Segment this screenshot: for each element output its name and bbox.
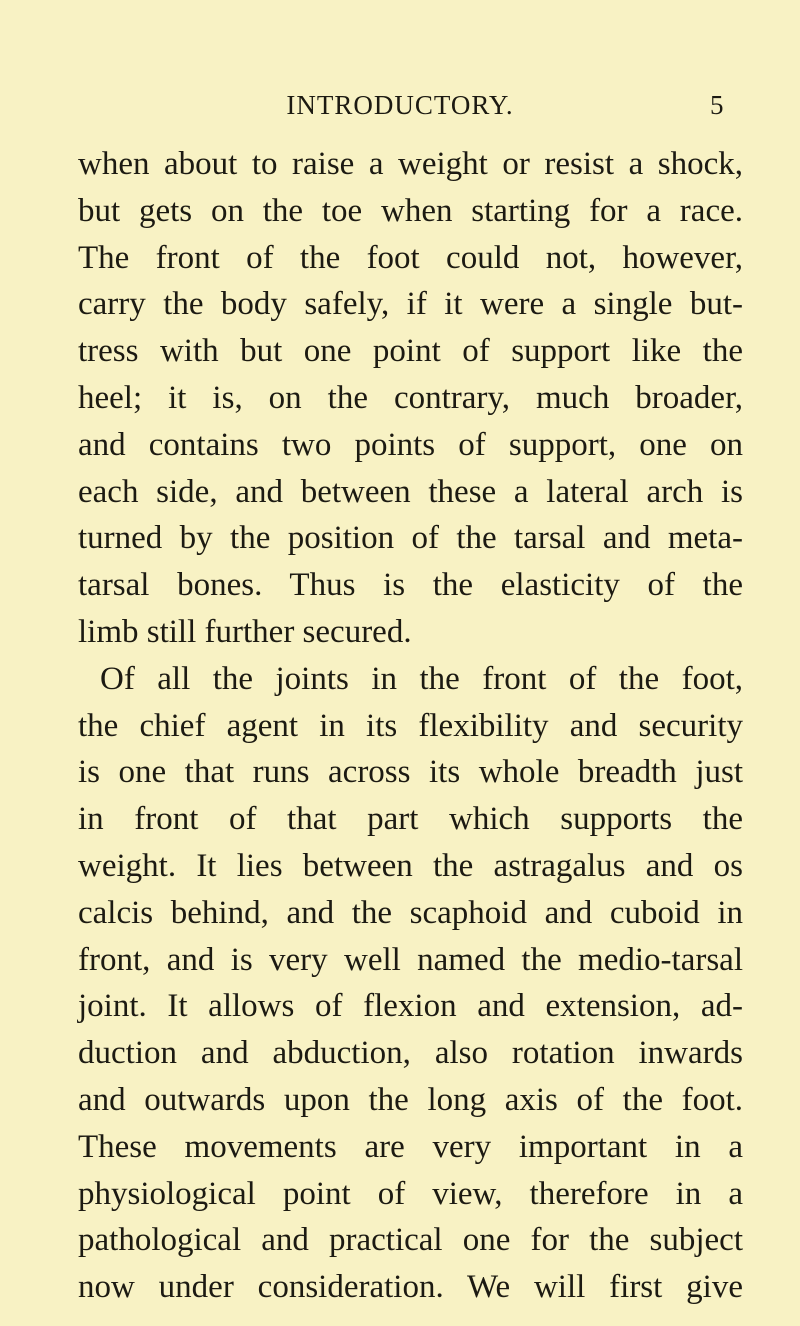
text-line: now under consideration. We will first give (78, 1269, 743, 1306)
text-line: These movements are very important in a (78, 1128, 743, 1165)
text-line: The front of the foot could not, however, (78, 239, 743, 276)
text-line: tarsal bones. Thus is the elasticity of the (78, 567, 743, 604)
page-number: 5 (710, 90, 724, 120)
text-line: and outwards upon the long axis of the foot. (78, 1081, 743, 1118)
text-line: front, and is very well named the medio-tarsal (78, 941, 743, 978)
running-head: INTRODUCTORY. (286, 90, 514, 120)
paragraph-end-line: limb still further secured. (78, 613, 412, 650)
text-line: weight. It lies between the astragalus and os (78, 847, 743, 884)
text-line: each side, and between these a lateral arch is (78, 473, 743, 510)
text-line: and contains two points of support, one on (78, 426, 743, 463)
text-line: joint. It allows of flexion and extension, ad- (78, 988, 743, 1025)
text-line: tress with but one point of support like the (78, 333, 743, 370)
page-header (0, 90, 800, 130)
text-line: heel; it is, on the contrary, much broader, (78, 379, 743, 416)
text-line: carry the body safely, if it were a single but- (78, 286, 743, 323)
text-line: the chief agent in its flexibility and security (78, 707, 743, 744)
text-line: calcis behind, and the scaphoid and cuboid in (78, 894, 743, 931)
text-line: physiological point of view, therefore in a (78, 1175, 743, 1212)
paragraph-start-line: Of all the joints in the front of the foot, (100, 660, 743, 697)
text-line: duction and abduction, also rotation inwards (78, 1035, 743, 1072)
text-line: turned by the position of the tarsal and meta- (78, 520, 743, 557)
text-line: when about to raise a weight or resist a shock, (78, 146, 743, 182)
text-line: but gets on the toe when starting for a race. (78, 192, 743, 229)
text-line: in front of that part which supports the (78, 801, 743, 838)
text-line: pathological and practical one for the subject (78, 1222, 743, 1259)
body-text (78, 141, 743, 1311)
text-line: is one that runs across its whole breadth just (78, 754, 743, 791)
